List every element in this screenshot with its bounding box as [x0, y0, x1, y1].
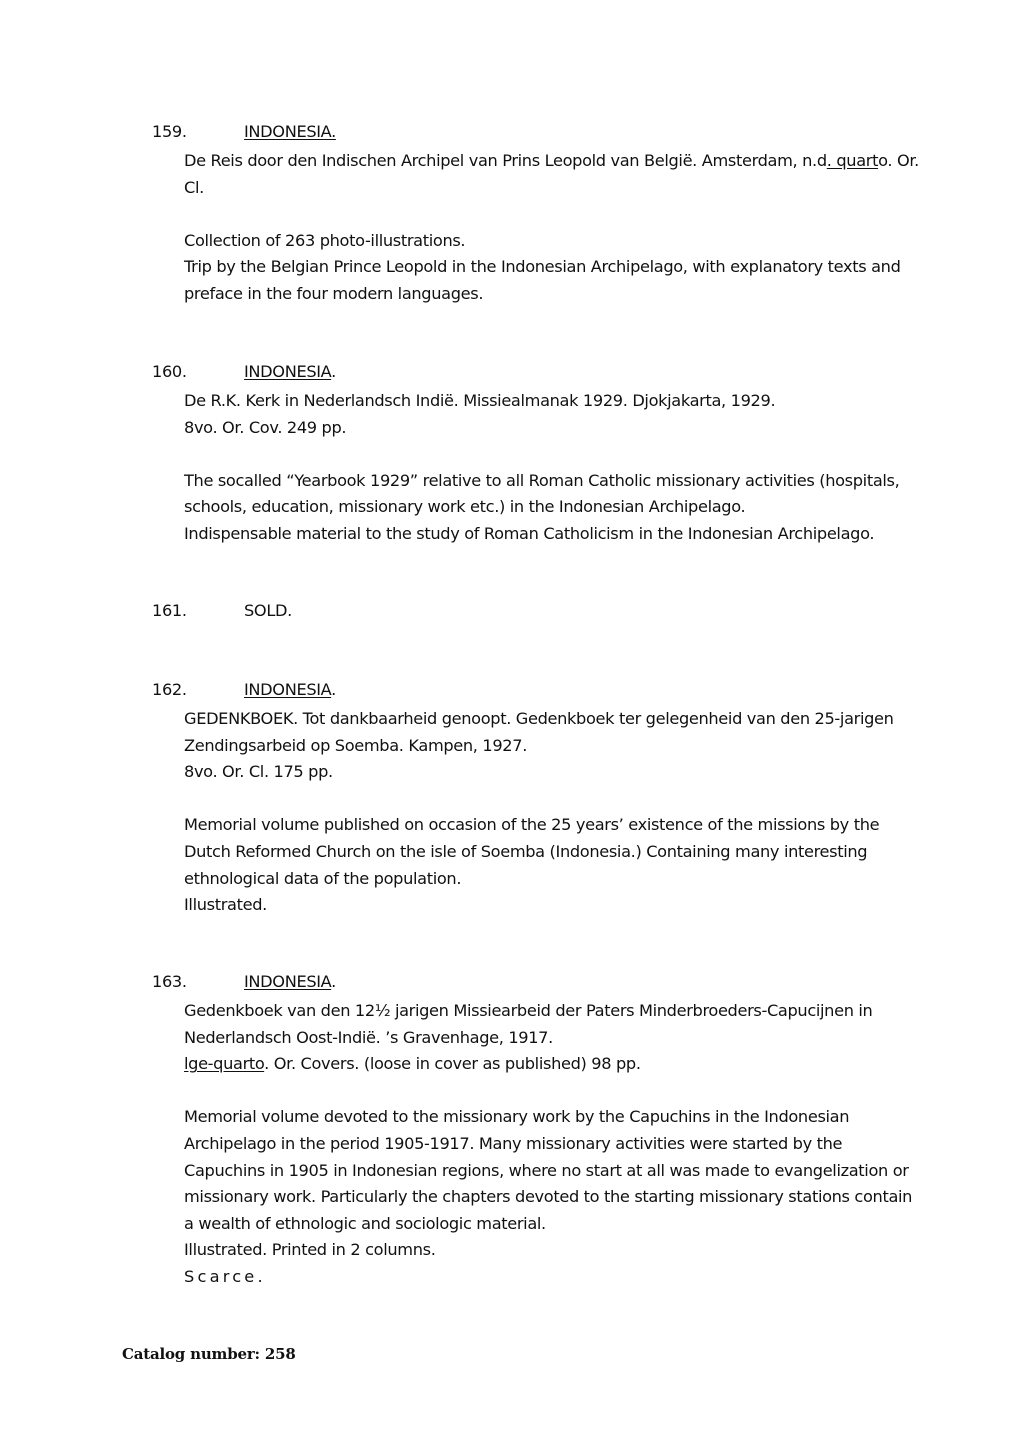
- entry-bibliographic: [184, 998, 924, 1291]
- description-line: Trip by the Belgian Prince Leopold in the Indonesian Archipelago, with explanatory texts and: [184, 257, 901, 277]
- entry-159: [0, 121, 1024, 308]
- title-suffix: .: [331, 680, 336, 699]
- entry-title: INDONESIA: [244, 972, 332, 991]
- bibliographic-text: . Or. Covers. (loose in cover as published) 98 pp.: [264, 1054, 641, 1074]
- entry-title: INDONESIA.: [244, 122, 336, 141]
- entry-161: [0, 600, 1024, 627]
- entry-bibliographic: [184, 706, 924, 919]
- entry-heading: [0, 679, 1024, 706]
- bibliographic-line: 8vo. Or. Cov. 249 pp.: [184, 417, 347, 437]
- catalog-number-footer: Catalog number: 258: [122, 1345, 296, 1363]
- description-line: Illustrated.: [184, 895, 267, 915]
- bibliographic-line: Gedenkboek van den 12½ jarigen Missiearbeid der Paters Minderbroeders-Capucijnen in: [184, 1001, 873, 1020]
- description-line: Illustrated. Printed in 2 columns.: [184, 1240, 436, 1260]
- title-suffix: .: [331, 972, 336, 991]
- entry-title-wrap: [244, 361, 336, 383]
- entry-163: [0, 971, 1024, 1291]
- bibliographic-line: Zendingsarbeid op Soemba. Kampen, 1927.: [184, 735, 527, 755]
- bibliographic-line: GEDENKBOEK. Tot dankbaarheid genoopt. Gedenkboek ter gelegenheid van den 25-jarigen: [184, 709, 894, 728]
- spacer: [184, 441, 924, 468]
- title-suffix: .: [331, 362, 336, 381]
- format-underlined: . quart: [826, 151, 879, 170]
- spacer: [184, 201, 924, 228]
- entry-title: INDONESIA: [244, 362, 332, 381]
- bibliographic-line: De R.K. Kerk in Nederlandsch Indië. Missiealmanak 1929. Djokjakarta, 1929.: [184, 391, 776, 410]
- entry-162: [0, 679, 1024, 919]
- scarce-note: Scarce.: [184, 1266, 266, 1286]
- description-line: Capuchins in 1905 in Indonesian regions, where no start at all was made to evangelization or: [184, 1160, 909, 1180]
- spacer: [184, 1078, 924, 1105]
- entry-heading: [0, 600, 1024, 627]
- description-line: Memorial volume published on occasion of the 25 years’ existence of the missions by the: [184, 815, 880, 835]
- entry-title: SOLD.: [244, 601, 292, 620]
- entry-title-wrap: [244, 971, 336, 993]
- description-line: a wealth of ethnologic and sociologic material.: [184, 1213, 546, 1233]
- spacer: [184, 786, 924, 813]
- description-line: Memorial volume devoted to the missionary work by the Capuchins in the Indonesian: [184, 1107, 850, 1127]
- entry-number: 161.: [152, 601, 187, 620]
- entry-number: 162.: [152, 680, 187, 699]
- bibliographic-line: Nederlandsch Oost-Indië. ’s Gravenhage, 1917.: [184, 1027, 553, 1047]
- entry-heading: [0, 121, 1024, 148]
- bibliographic-line: Cl.: [184, 177, 204, 197]
- description-line: schools, education, missionary work etc.) in the Indonesian Archipelago.: [184, 497, 746, 517]
- description-line: Collection of 263 photo-illustrations.: [184, 230, 466, 250]
- entry-title-wrap: [244, 679, 336, 701]
- entry-bibliographic: [184, 388, 924, 548]
- entry-number: 160.: [152, 362, 187, 381]
- entry-heading: [0, 361, 1024, 388]
- entry-number: 159.: [152, 122, 187, 141]
- entry-bibliographic: [184, 148, 924, 308]
- description-line: Indispensable material to the study of Roman Catholicism in the Indonesian Archipelago.: [184, 523, 875, 543]
- entry-heading: [0, 971, 1024, 998]
- description-line: Archipelago in the period 1905-1917. Many missionary activities were started by the: [184, 1133, 843, 1153]
- entry-160: [0, 361, 1024, 548]
- description-line: preface in the four modern languages.: [184, 283, 484, 303]
- bibliographic-line: 8vo. Or. Cl. 175 pp.: [184, 762, 333, 782]
- bibliographic-line: [184, 1051, 924, 1078]
- entry-number: 163.: [152, 972, 187, 991]
- description-line: missionary work. Particularly the chapters devoted to the starting missionary stations contain: [184, 1187, 913, 1207]
- bibliographic-text: De Reis door den Indischen Archipel van Prins Leopold van België. Amsterdam, n.d: [184, 151, 827, 170]
- format-underlined: lge-quarto: [184, 1054, 265, 1074]
- bibliographic-text: o. Or.: [878, 151, 919, 170]
- description-line: Dutch Reformed Church on the isle of Soemba (Indonesia.) Containing many interesting: [184, 841, 868, 861]
- description-line: ethnological data of the population.: [184, 868, 462, 888]
- description-line: The socalled “Yearbook 1929” relative to all Roman Catholic missionary activities (hospitals,: [184, 470, 900, 490]
- bibliographic-line: [184, 148, 924, 175]
- entry-title: INDONESIA: [244, 680, 332, 699]
